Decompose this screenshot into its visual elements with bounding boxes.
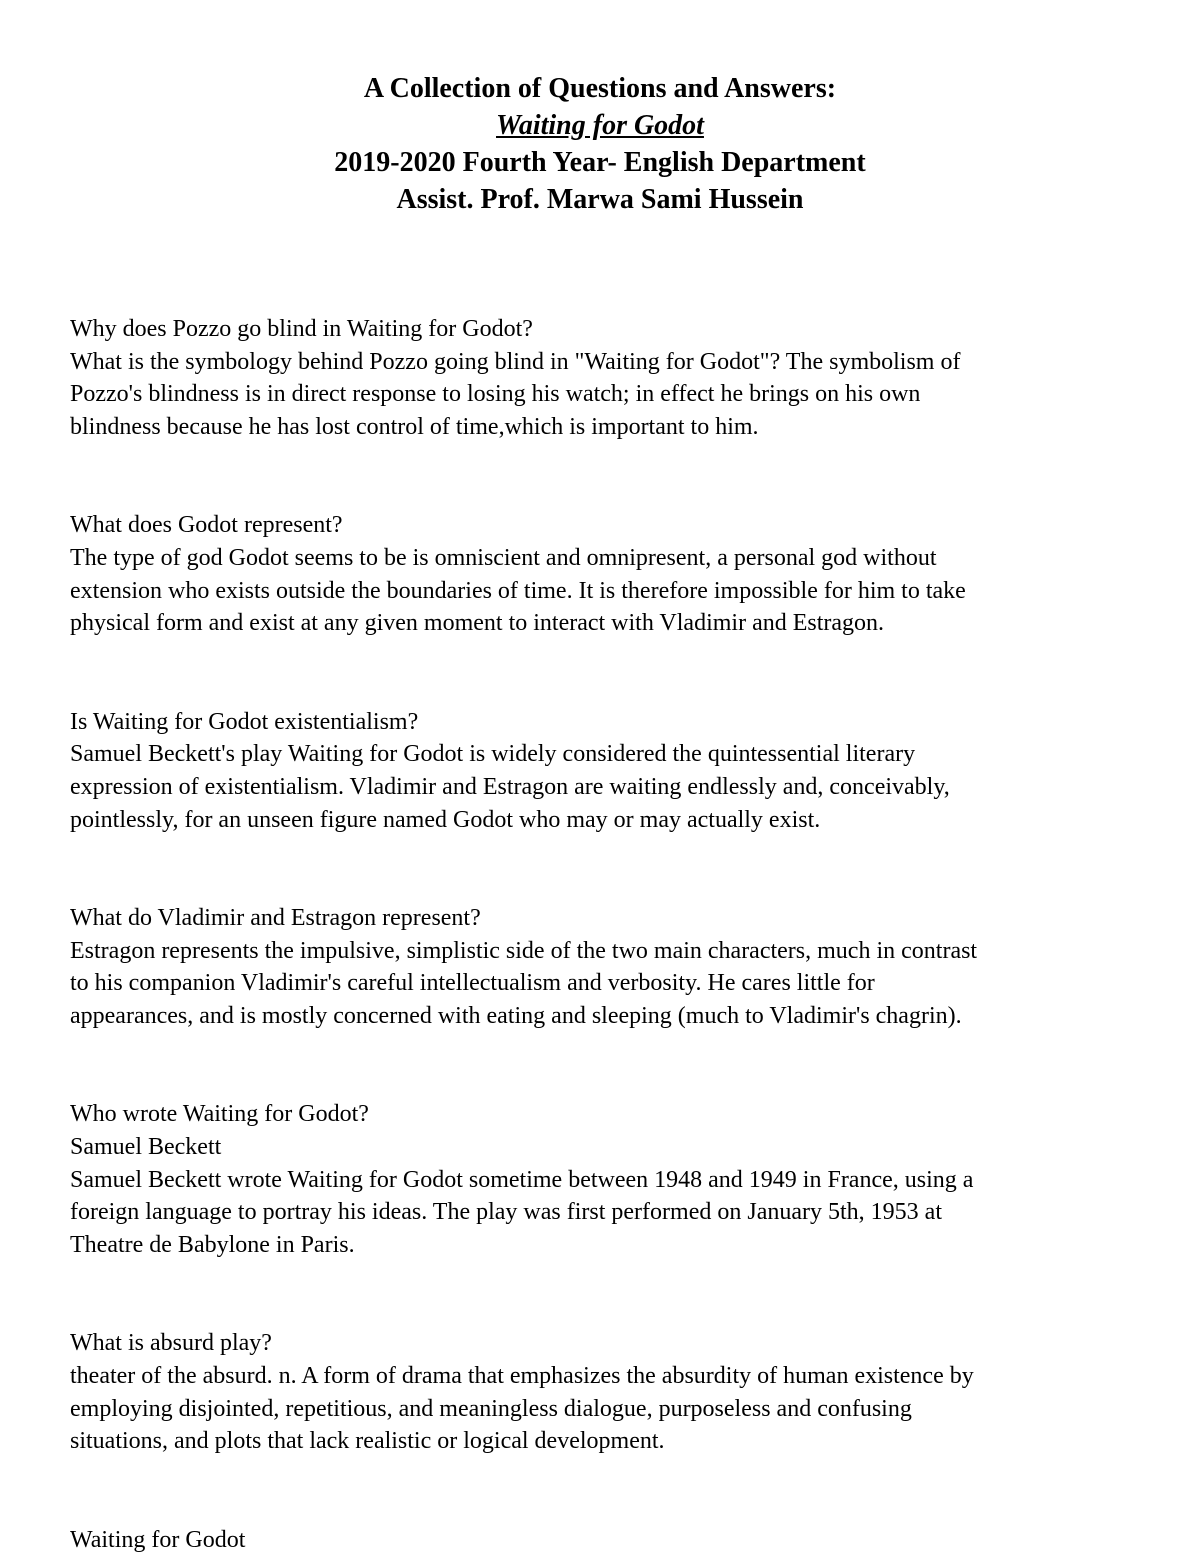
paragraph-gap [70,836,1140,902]
answer-line: employing disjointed, repetitious, and meaningless dialogue, purposeless and confusing [70,1395,912,1422]
answer-line: Pozzo's blindness is in direct response to losing his watch; in effect he brings on his own [70,381,921,408]
question: What is absurd play? [70,1330,272,1357]
answer-line: pointlessly, for an unseen figure named Godot who may or may actually exist. [70,806,821,833]
paragraph-gap [70,640,1140,706]
answer-line: Estragon represents the impulsive, simplistic side of the two main characters, much in contrast [70,937,978,964]
answer-line: What is the symbology behind Pozzo going blind in "Waiting for Godot"? The symbolism of [70,348,961,375]
qa-block-pozzo-blind [70,313,1140,444]
answer-line: Samuel Beckett wrote Waiting for Godot sometime between 1948 and 1949 in France, using a [70,1166,974,1193]
answer-line: blindness because he has lost control of time,which is important to him. [70,414,759,441]
question: What do Vladimir and Estragon represent? [70,904,481,931]
qa-block-trailing-heading [70,1524,1140,1556]
qa-section [70,313,1140,1556]
question: What does Godot represent? [70,512,343,539]
answer-line: appearances, and is mostly concerned with eating and sleeping (much to Vladimir's chagrin). [70,1003,962,1030]
answer-line: The type of god Godot seems to be is omniscient and omnipresent, a personal god without [70,545,937,572]
section-heading: Waiting for Godot [70,1526,246,1553]
qa-block-author [70,1098,1140,1262]
answer-line: to his companion Vladimir's careful intellectualism and verbosity. He cares little for [70,970,875,997]
question: Who wrote Waiting for Godot? [70,1101,369,1128]
paragraph-gap [70,1458,1140,1524]
answer-line: Theatre de Babylone in Paris. [70,1232,355,1259]
answer-line: expression of existentialism. Vladimir and Estragon are waiting endlessly and, conceivably, [70,774,950,801]
course-line: 2019-2020 Fourth Year- English Department [334,147,866,178]
instructor-line: Assist. Prof. Marwa Sami Hussein [396,184,804,215]
question: Why does Pozzo go blind in Waiting for Godot? [70,316,533,342]
answer-line: theater of the absurd. n. A form of drama that emphasizes the absurdity of human existence by [70,1362,974,1389]
answer-line: extension who exists outside the boundaries of time. It is therefore impossible for him to take [70,577,966,604]
answer-line: physical form and exist at any given moment to interact with Vladimir and Estragon. [70,610,885,637]
answer-line: Samuel Beckett's play Waiting for Godot is widely considered the quintessential literary [70,741,916,768]
qa-block-vladimir-estragon [70,902,1140,1033]
qa-block-absurd-play [70,1327,1140,1458]
paragraph-gap [70,1262,1140,1328]
qa-block-godot-represent [70,509,1140,640]
document-title: A Collection of Questions and Answers: [363,73,837,104]
question: Is Waiting for Godot existentialism? [70,708,419,735]
answer-line: situations, and plots that lack realistic or logical development. [70,1428,665,1455]
answer-line: Samuel Beckett [70,1133,222,1160]
qa-block-existentialism [70,706,1140,837]
paragraph-gap [70,1033,1140,1099]
document-header [0,70,1200,218]
paragraph-gap [70,444,1140,510]
document-subtitle: Waiting for Godot [496,110,704,141]
answer-line: foreign language to portray his ideas. The play was first performed on January 5th, 1953 at [70,1199,942,1226]
